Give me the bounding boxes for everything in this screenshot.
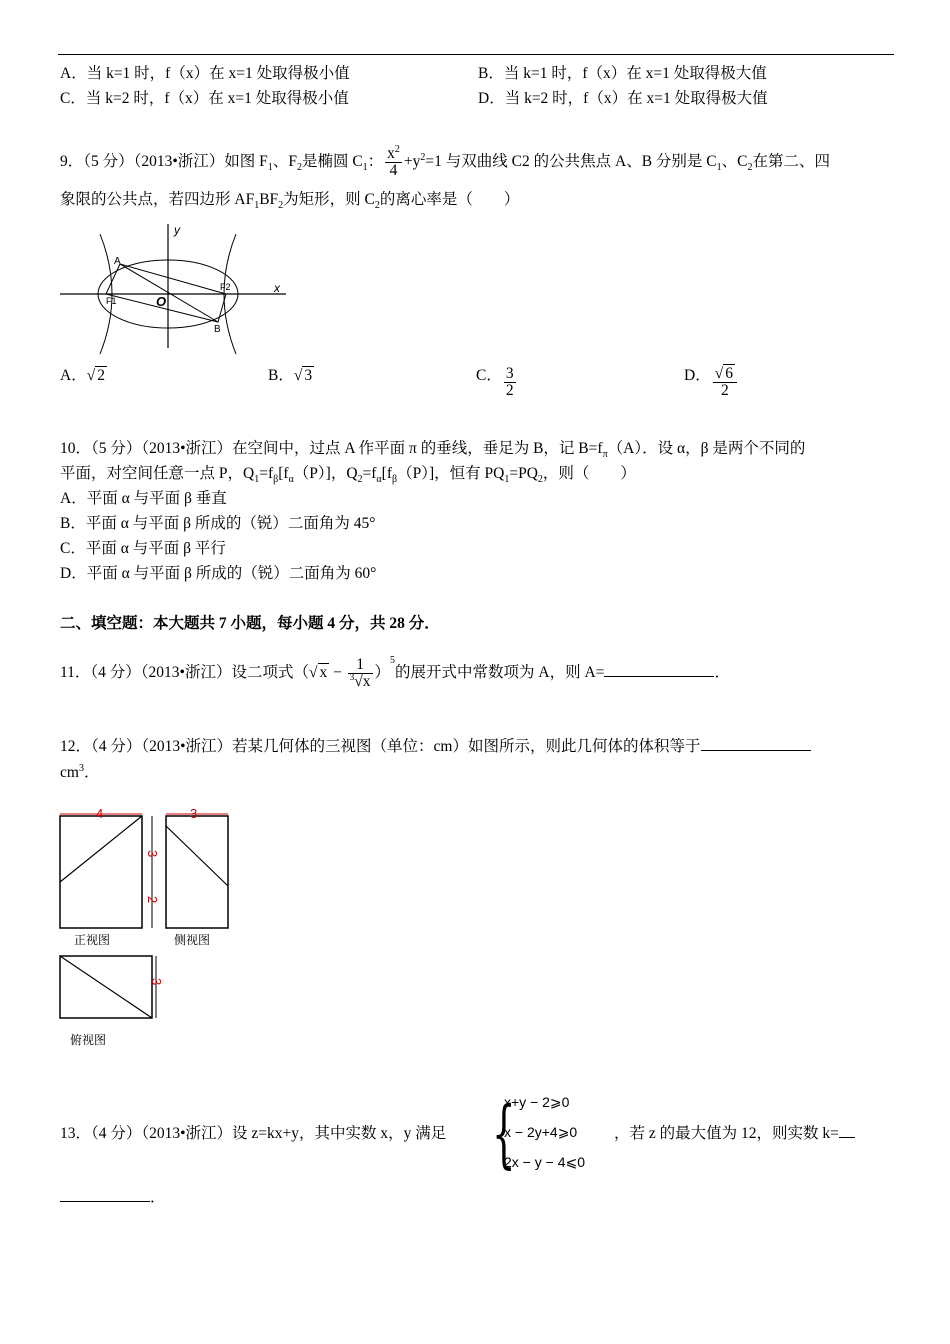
left-brace: { [492, 1091, 516, 1177]
dim-label-2: 2 [145, 896, 160, 904]
q12-line2: $cm^3$． [60, 762, 100, 781]
q9-option-b: B．√ 3 [268, 367, 313, 384]
focus-f1-label: F1 [106, 296, 117, 306]
q13-prefix: 13．（4 分）（2013•浙江）设 z=kx+y，其中实数 x，y 满足 [60, 1125, 447, 1142]
q12-three-views-figure [56, 806, 246, 1052]
constraint-3: 2x − y − 4⩽0 [504, 1154, 585, 1170]
top-view-diagonal [60, 956, 152, 1018]
side-view-label: 侧视图 [174, 933, 211, 947]
q11-fraction: $\frac{1}{^3√x}$ [349, 655, 371, 690]
q8-option-d: D．当 k=2 时，f（x）在 x=1 处取得极大值 [478, 90, 768, 107]
dim-label-3-plan: 3 [149, 978, 164, 986]
q11-line: 11．（4 分）（2013•浙江）设二项式（√ x − $\frac{1}{^3√x}$ ）$^5$的展开式中常数项为 A，则 A= ． [60, 655, 730, 690]
q10-option-d: D．平面 α 与平面 β 所成的（锐）二面角为 60° [60, 565, 377, 582]
q11-answer-blank[interactable] [604, 676, 714, 677]
front-view-diagonal [60, 816, 142, 882]
diagonal-ab [120, 264, 218, 322]
constraint-1: x+y − 2⩾0 [504, 1094, 570, 1110]
y-axis-label: y [174, 223, 180, 237]
q9-option-a: A．√ 2 [60, 367, 105, 384]
q10-option-c: C．平面 α 与平面 β 平行 [60, 540, 226, 557]
q10-line2: 平面，对空间任意一点 P，$Q_1=f_\beta[f_\alpha(P)]$，$Q_2=f_\alpha[f_\beta(P)]$，恒有 $PQ_1=PQ_2$，则（ ） [60, 465, 636, 486]
q10-option-a: A．平面 α 与平面 β 垂直 [60, 490, 227, 507]
q9-option-d: D． $\frac{√ 6}{2}$ [684, 366, 739, 399]
section-2-heading: 二、填空题：本大题共 7 小题，每小题 4 分，共 28 分． [60, 615, 440, 632]
q9-ellipse-figure [58, 218, 298, 356]
focus-f2-label: F2 [220, 282, 231, 292]
q9-option-c: C． $\frac{3}{2}$ [476, 365, 514, 399]
q8-option-b: B．当 k=1 时，f（x）在 x=1 处取得极大值 [478, 65, 767, 82]
side-view-diagonal [166, 826, 228, 886]
q13-line2: ． [60, 1188, 166, 1208]
q12-answer-blank[interactable] [701, 750, 811, 751]
q13-constraint-system [492, 1091, 612, 1177]
q13-answer-blank-2[interactable] [60, 1201, 150, 1202]
top-rule [58, 54, 894, 55]
origin-label: O [156, 294, 167, 309]
side-view-rect [166, 816, 228, 928]
dim-label-3-top: 3 [190, 806, 198, 821]
front-view-label: 正视图 [74, 933, 111, 947]
point-b-label: B [214, 324, 221, 335]
q9-line2: 象限的公共点，若四边形 $AF_1BF_2$为矩形，则 $C_2$的离心率是（ ） [60, 191, 520, 212]
rectangle-af1bf2 [106, 264, 226, 322]
q13-suffix: ，若 z 的最大值为 12，则实数 k= [614, 1124, 855, 1144]
q9-fraction: $\frac{x^2}{4}$ [387, 143, 400, 179]
q12-line1: 12．（4 分）（2013•浙江）若某几何体的三视图（单位：cm）如图所示，则此几何体的体积等于 [60, 737, 811, 757]
q8-option-c: C．当 k=2 时，f（x）在 x=1 处取得极小值 [60, 90, 349, 107]
q13-answer-blank-1[interactable] [839, 1137, 855, 1138]
q9-line1: 9．（5 分）（2013•浙江）如图 $F_1$、$F_2$是椭圆 $C_1$： $\frac{x^2}{4}$ $+y^2=1$ 与双曲线 C2 的公共焦点 A、B 分别是 $C_1$、$C_2$在第二、四 [60, 143, 830, 179]
x-axis-label: x [274, 281, 280, 295]
q10-option-b: B．平面 α 与平面 β 所成的（锐）二面角为 45° [60, 515, 376, 532]
constraint-2: x − 2y+4⩾0 [504, 1124, 578, 1140]
q8-option-a: A．当 k=1 时，f（x）在 x=1 处取得极小值 [60, 65, 350, 82]
top-view-label: 俯视图 [70, 1033, 107, 1047]
dim-label-3-front: 3 [145, 850, 160, 858]
point-a-label: A [114, 256, 121, 267]
dim-label-4: 4 [96, 806, 104, 821]
q10-line1: 10．（5 分）（2013•浙江）在空间中，过点 A 作平面 π 的垂线，垂足为 B，记 $B=f_\pi(A)$．设 α，β 是两个不同的 [60, 440, 806, 461]
